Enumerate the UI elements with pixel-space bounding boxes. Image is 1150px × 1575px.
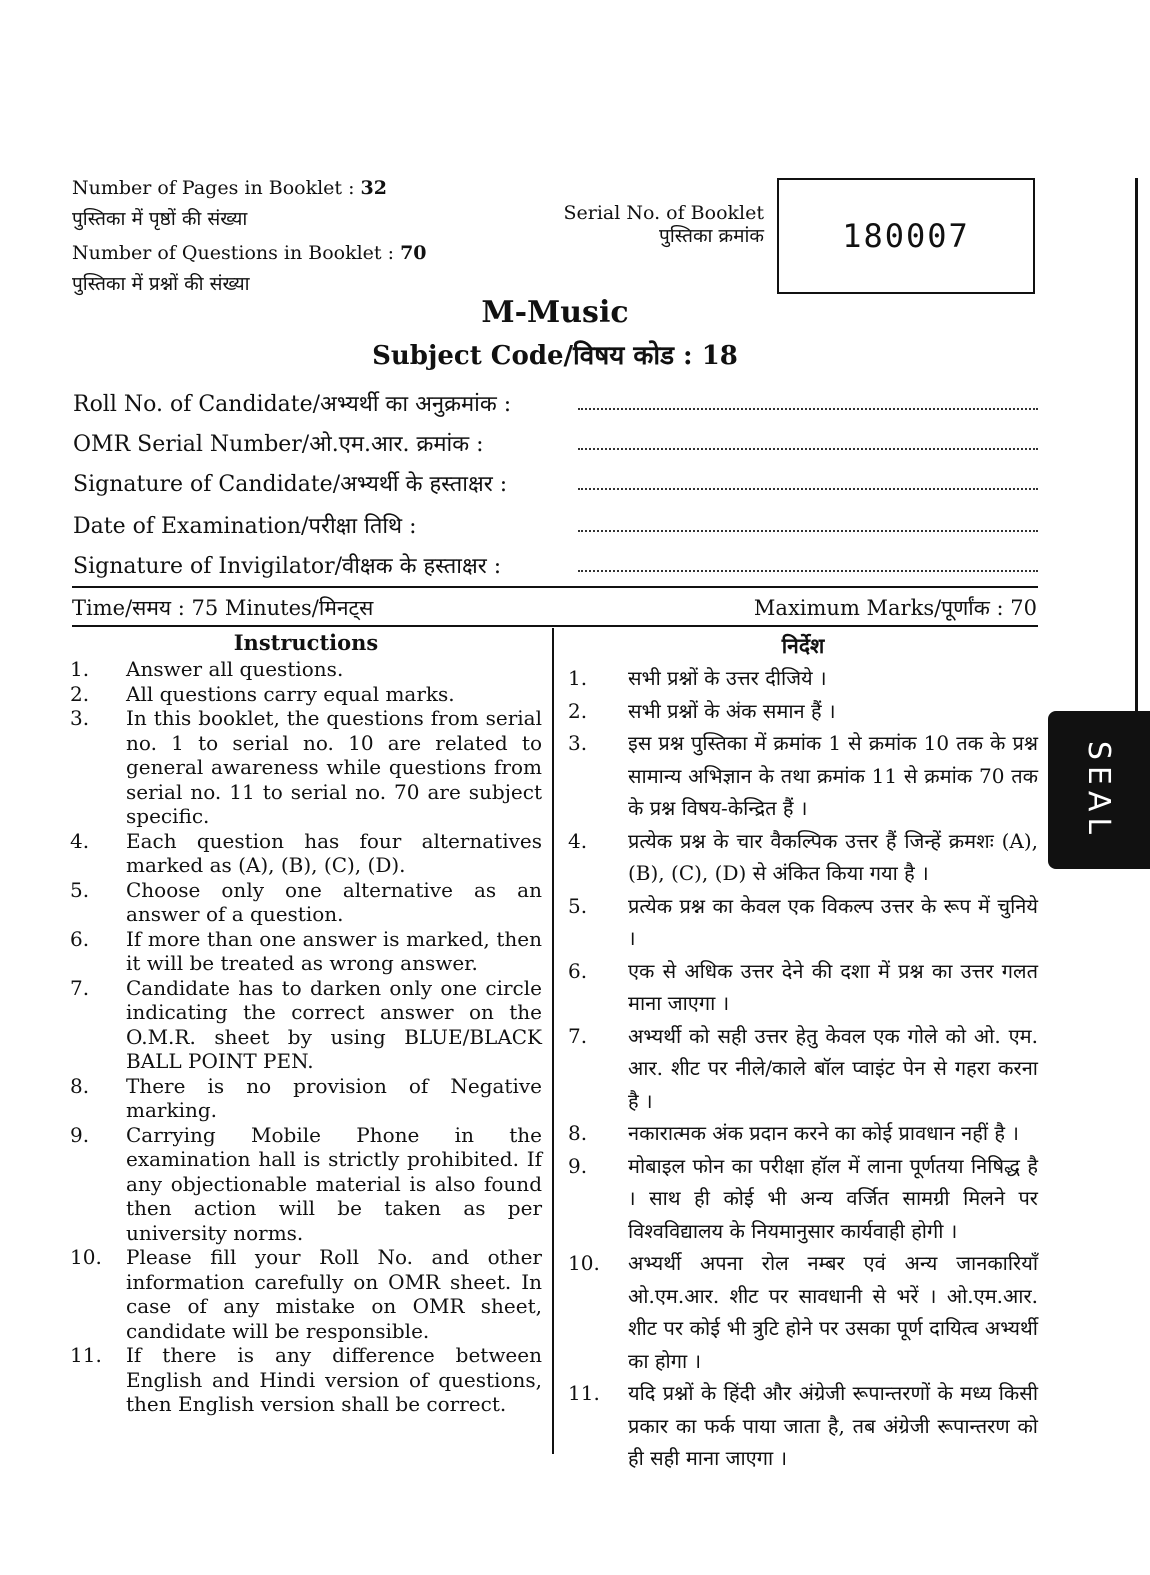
questions-label-hindi: पुस्तिका में प्रश्नों की संख्या — [72, 273, 250, 295]
roll-number-field[interactable] — [73, 384, 1038, 418]
serial-label-hindi: पुस्तिका क्रमांक — [659, 225, 764, 247]
serial-number-box — [777, 178, 1035, 294]
instruction-item: 9. Carrying Mobile Phone in the examination hall is strictly prohibited. If any objectionable material is also found then action will be taken as per university norms. — [70, 1122, 542, 1245]
seal-tab[interactable] — [1048, 711, 1150, 869]
instruction-item: 6. एक से अधिक उत्तर देने की दशा में प्रश्न का उत्तर गलत माना जाएगा । — [568, 958, 1038, 1015]
field-label: Date of Examination/परीक्षा तिथि : — [73, 514, 417, 539]
invigilator-signature-field[interactable] — [73, 546, 1038, 580]
instruction-item: 8. नकारात्मक अंक प्रदान करने का कोई प्रावधान नहीं है । — [568, 1121, 1019, 1145]
instruction-item: 7. Candidate has to darken only one circle indicating the correct answer on the O.M.R. sheet by using BLUE/BLACK BALL POINT PEN. — [70, 975, 542, 1073]
exam-date-field[interactable] — [73, 506, 1038, 540]
instruction-item: 11. If there is any difference between English and Hindi version of questions, then English version shall be correct. — [70, 1343, 542, 1416]
instructions-hindi — [568, 662, 1038, 1475]
instruction-item: 1. सभी प्रश्नों के उत्तर दीजिये । — [568, 666, 827, 690]
instruction-item: 11. यदि प्रश्नों के हिंदी और अंग्रेजी रूपान्तरणों के मध्य किसी प्रकार का फर्क पाया जाता है, तब अंग्रेजी रूपान्तरण को ही सही माना जाएगा । — [568, 1381, 1038, 1470]
fill-line[interactable] — [578, 488, 1038, 490]
field-label: OMR Serial Number/ओ.एम.आर. क्रमांक : — [73, 432, 484, 457]
instructions-heading-english: Instructions — [233, 630, 379, 655]
fill-line[interactable] — [578, 530, 1038, 532]
instruction-item: 10. Please fill your Roll No. and other information carefully on OMR sheet. In case of any mistake on OMR sheet, candidate will be responsible. — [70, 1245, 542, 1343]
instructions-heading-hindi: निर्देश — [781, 633, 825, 658]
pages-value: 32 — [360, 177, 387, 199]
instruction-item: 2. सभी प्रश्नों के अंक समान हैं । — [568, 698, 836, 723]
column-divider — [552, 628, 554, 1454]
serial-label — [520, 202, 764, 248]
instruction-item: 8. There is no provision of Negative marking. — [70, 1073, 542, 1122]
field-label: Signature of Candidate/अभ्यर्थी के हस्ताक्षर : — [73, 472, 508, 497]
candidate-signature-field[interactable] — [73, 464, 1038, 498]
instruction-item: 10. अभ्यर्थी अपना रोल नम्बर एवं अन्य जानकारियाँ ओ.एम.आर. शीट पर सावधानी से भरें । ओ.एम.आर. शीट पर कोई भी त्रुटि होने पर उसका पूर्ण दायित्व अभ्यर्थी का होगा । — [568, 1251, 1038, 1373]
seal-label: SEAL — [1081, 740, 1117, 840]
instruction-item: 9. मोबाइल फोन का परीक्षा हॉल में लाना पूर्णतया निषिद्ध है । साथ ही कोई भी अन्य वर्जित सामग्री मिलने पर विश्वविद्यालय के नियमानुसार कार्यवाही होगी । — [568, 1153, 1038, 1243]
questions-value: 70 — [400, 242, 427, 264]
instruction-item: 3. In this booklet, the questions from serial no. 1 to serial no. 10 are related to general awareness while questions from serial no. 11 to serial no. 70 are subject specific. — [70, 706, 542, 828]
omr-serial-field[interactable] — [73, 424, 1038, 458]
max-marks-label: Maximum Marks/पूर्णांक : 70 — [753, 596, 1037, 620]
instruction-item: 2. All questions carry equal marks. — [70, 681, 455, 706]
instruction-item: 7. अभ्यर्थी को सही उत्तर हेतु केवल एक गोले को ओ. एम. आर. शीट पर नीले/काले बॉल प्वाइंट पेन से गहरा करना है । — [568, 1023, 1038, 1113]
questions-count-line — [72, 241, 427, 265]
divider-top — [72, 586, 1038, 588]
instruction-item: 4. Each question has four alternatives marked as (A), (B), (C), (D). — [70, 828, 542, 877]
instruction-item: 6. If more than one answer is marked, then it will be treated as wrong answer. — [70, 926, 542, 975]
instruction-item: 4. प्रत्येक प्रश्न के चार वैकल्पिक उत्तर हैं जिन्हें क्रमशः (A), (B), (C), (D) से अंकित किया गया है । — [568, 828, 1038, 885]
time-label: Time/समय : 75 Minutes/मिनट्स — [72, 596, 374, 620]
serial-number-value: 180007 — [842, 217, 970, 255]
instruction-item: 5. Choose only one alternative as an answer of a question. — [70, 877, 542, 926]
instruction-item: 3. इस प्रश्न पुस्तिका में क्रमांक 1 से क्रमांक 10 तक के प्रश्न सामान्य अभिज्ञान के तथा क्रमांक 11 से क्रमांक 70 तक के प्रश्न विषय-केन्द्रित हैं । — [568, 731, 1038, 820]
instructions-english — [70, 657, 542, 1417]
divider-bottom — [72, 625, 1038, 627]
fill-line[interactable] — [578, 448, 1038, 450]
fill-line[interactable] — [578, 570, 1038, 572]
pages-label: Number of Pages in Booklet : — [72, 177, 355, 199]
field-label: Roll No. of Candidate/अभ्यर्थी का अनुक्रमांक : — [73, 392, 512, 417]
fill-line[interactable] — [578, 408, 1038, 410]
instruction-item: 5. प्रत्येक प्रश्न का केवल एक विकल्प उत्तर के रूप में चुनिये । — [568, 893, 1038, 950]
serial-label-english: Serial No. of Booklet — [563, 202, 764, 224]
questions-label: Number of Questions in Booklet : — [72, 242, 395, 264]
pages-label-hindi: पुस्तिका में पृष्ठों की संख्या — [72, 208, 248, 230]
instruction-item: 1. Answer all questions. — [70, 657, 344, 681]
exam-title: M-Music — [481, 295, 629, 330]
field-label: Signature of Invigilator/वीक्षक के हस्ताक्षर : — [73, 554, 502, 579]
page-edge-line — [1135, 178, 1138, 718]
subject-code: Subject Code/विषय कोड : 18 — [372, 341, 738, 371]
pages-count-line — [72, 176, 387, 200]
